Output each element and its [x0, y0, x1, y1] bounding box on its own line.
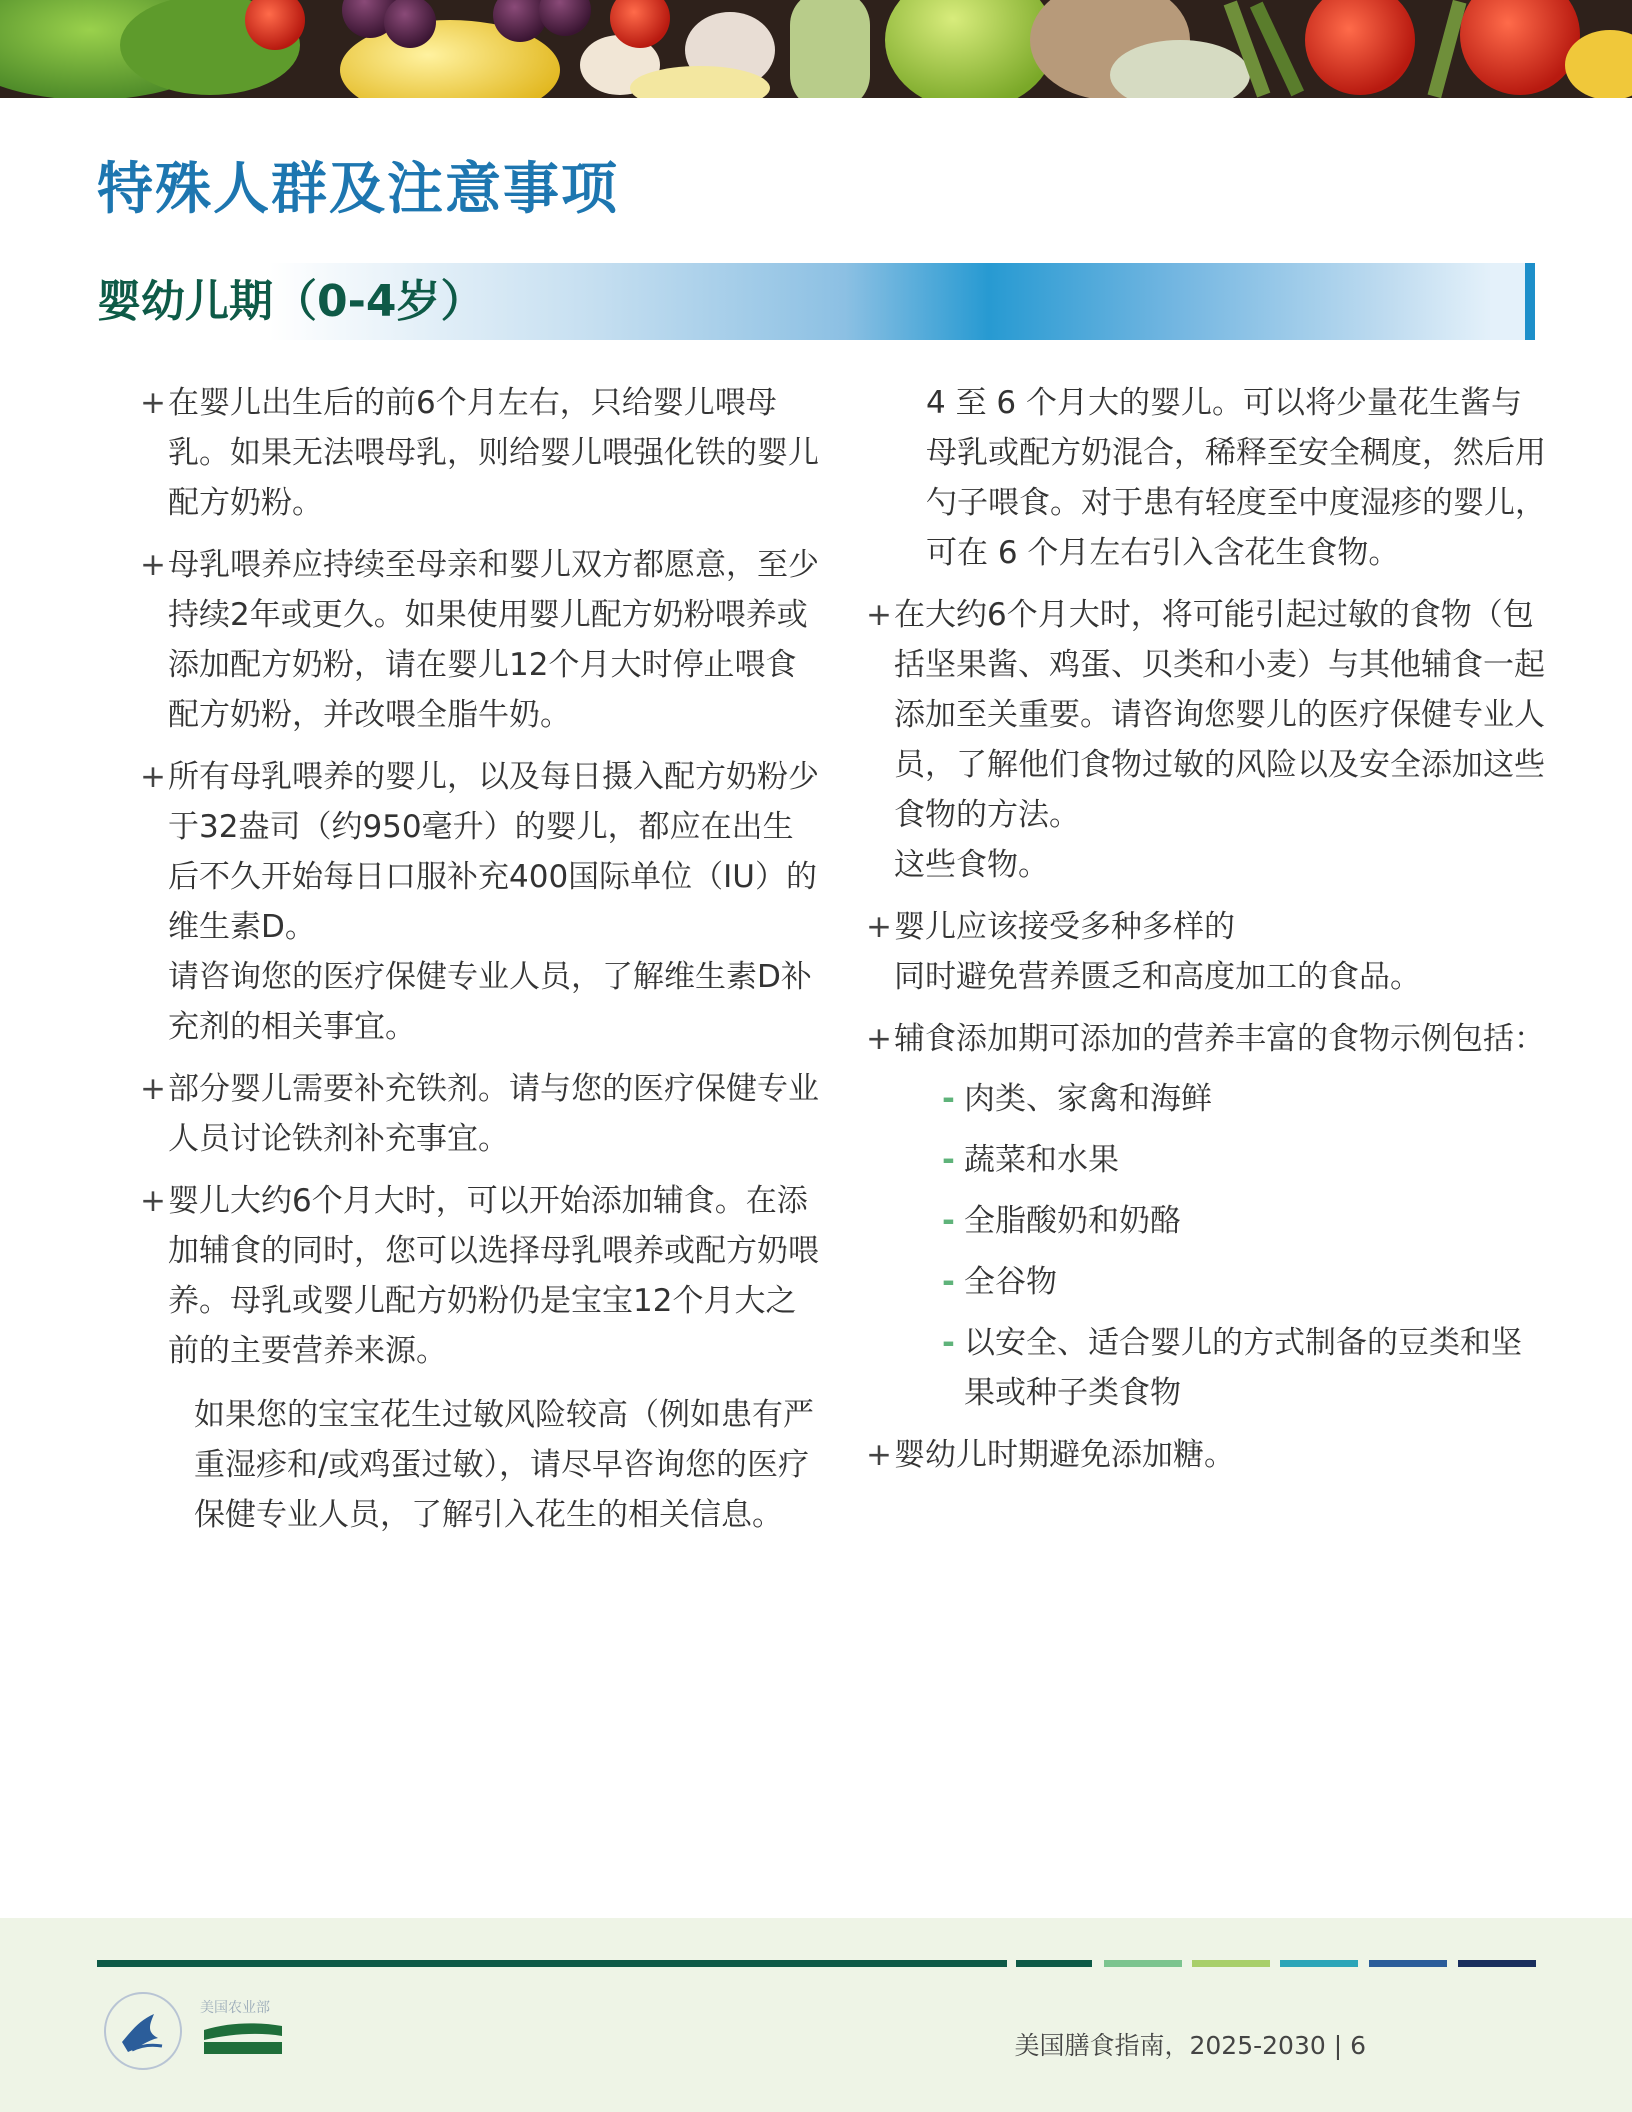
- peanut-allergy-paragraph: 如果您的宝宝花生过敏风险较高（例如患有严重湿疹和/或鸡蛋过敏），请尽早咨询您的医疗保健专业人员，了解引入花生的相关信息。: [194, 1397, 814, 1533]
- sublist-item: [942, 1318, 1546, 1418]
- page-title: 特殊人群及注意事项: [97, 157, 619, 222]
- usda-label: 美国农业部: [200, 2000, 270, 2016]
- section-title: 婴幼儿期（0-4岁）: [97, 276, 485, 327]
- item-text: 辅食添加期可添加的营养丰富的食物示例包括：: [894, 1021, 1545, 1057]
- food-examples-list: [894, 1074, 1546, 1418]
- footer-rule-segment: [1192, 1960, 1270, 1967]
- list-item: [866, 1430, 1546, 1480]
- sublist-item: [942, 1135, 1546, 1185]
- page-footer: [0, 1918, 1632, 2112]
- list-item: [866, 902, 1546, 1002]
- hhs-seal-logo: [102, 1990, 184, 2072]
- peanut-allergy-continued: 4 至 6 个月大的婴儿。可以将少量花生酱与母乳或配方奶混合，稀释至安全稠度，然后用勺子喂食。对于患有轻度至中度湿疹的婴儿，可在 6 个月左右引入含花生食物。: [926, 385, 1546, 571]
- sublist-item-text: 以安全、适合婴儿的方式制备的豆类和坚果或种子类食物: [964, 1325, 1522, 1411]
- list-item: [866, 1014, 1546, 1418]
- plus-bullet-icon: +: [140, 1183, 166, 1219]
- page-number-footer: 美国膳食指南，2025-2030 | 6: [1014, 2031, 1366, 2060]
- left-column: [140, 378, 820, 1540]
- dash-bullet-icon: -: [942, 1203, 955, 1239]
- item-text: 所有母乳喂养的婴儿，以及每日摄入配方奶粉少于32盎司（约950毫升）的婴儿，都应在出生后不久开始每日口服补充400国际单位（IU）的维生素D。: [168, 759, 819, 945]
- sublist-item: [942, 1074, 1546, 1124]
- section-bar-accent: [1525, 263, 1535, 340]
- item-text-secondary: 同时避免营养匮乏和高度加工的食品。: [894, 959, 1421, 995]
- vegetables-photo: [0, 0, 1632, 98]
- plus-bullet-icon: +: [866, 1437, 892, 1473]
- dash-bullet-icon: -: [942, 1325, 955, 1361]
- footer-rule-segment: [1016, 1960, 1092, 1967]
- item-text-secondary: 这些食物。: [894, 847, 1049, 883]
- sublist-item-text: 全谷物: [964, 1264, 1057, 1300]
- sublist-item-text: 肉类、家禽和海鲜: [964, 1081, 1212, 1117]
- plus-bullet-icon: +: [140, 547, 166, 583]
- list-item: [140, 378, 820, 528]
- list-item: [140, 752, 820, 1052]
- plus-bullet-icon: +: [140, 1071, 166, 1107]
- plus-bullet-icon: +: [140, 759, 166, 795]
- sublist-item: [942, 1257, 1546, 1307]
- list-item: [140, 1064, 820, 1164]
- footer-rule-segment: [1104, 1960, 1182, 1967]
- plus-bullet-icon: +: [866, 909, 892, 945]
- food-banner-image: [0, 0, 1632, 98]
- item-text: 婴幼儿时期避免添加糖。: [894, 1437, 1235, 1473]
- dash-bullet-icon: -: [942, 1142, 955, 1178]
- footer-rule-segment: [1369, 1960, 1447, 1967]
- item-text: 在大约6个月大时，将可能引起过敏的食物（包括坚果酱、鸡蛋、贝类和小麦）与其他辅食一起添加至关重要。请咨询您婴儿的医疗保健专业人员，了解他们食物过敏的风险以及安全添加这些食物的方法。: [894, 597, 1545, 833]
- footer-rule-main: [97, 1960, 1007, 1967]
- item-text-secondary: 请咨询您的医疗保健专业人员，了解维生素D补充剂的相关事宜。: [168, 959, 812, 1045]
- section-header-bar: [97, 263, 1535, 340]
- footer-rule-segment: [1280, 1960, 1358, 1967]
- item-text: 婴儿大约6个月大时，可以开始添加辅食。在添加辅食的同时，您可以选择母乳喂养或配方奶喂养。母乳或婴儿配方奶粉仍是宝宝12个月大之前的主要营养来源。: [168, 1183, 819, 1369]
- dash-bullet-icon: -: [942, 1264, 955, 1300]
- item-text: 母乳喂养应持续至母亲和婴儿双方都愿意，至少持续2年或更久。如果使用婴儿配方奶粉喂养或添加配方奶粉，请在婴儿12个月大时停止喂食配方奶粉，并改喂全脂牛奶。: [168, 547, 819, 733]
- plus-bullet-icon: +: [140, 385, 166, 421]
- list-item: [140, 1176, 820, 1376]
- sublist-item-text: 全脂酸奶和奶酪: [964, 1203, 1181, 1239]
- plus-bullet-icon: +: [866, 1021, 892, 1057]
- dash-bullet-icon: -: [942, 1081, 955, 1117]
- footer-rule-segment: [1458, 1960, 1536, 1967]
- right-column: [866, 378, 1546, 1492]
- item-text: 婴儿应该接受多种多样的: [894, 909, 1235, 945]
- sublist-item: [942, 1196, 1546, 1246]
- item-text: 部分婴儿需要补充铁剂。请与您的医疗保健专业人员讨论铁剂补充事宜。: [168, 1071, 819, 1157]
- plus-bullet-icon: +: [866, 597, 892, 633]
- sublist-item-text: 蔬菜和水果: [964, 1142, 1119, 1178]
- list-item: [866, 590, 1546, 890]
- item-text: 在婴儿出生后的前6个月左右，只给婴儿喂母乳。如果无法喂母乳，则给婴儿喂强化铁的婴儿配方奶粉。: [168, 385, 819, 521]
- list-item: [140, 540, 820, 740]
- usda-logo: [200, 2000, 286, 2060]
